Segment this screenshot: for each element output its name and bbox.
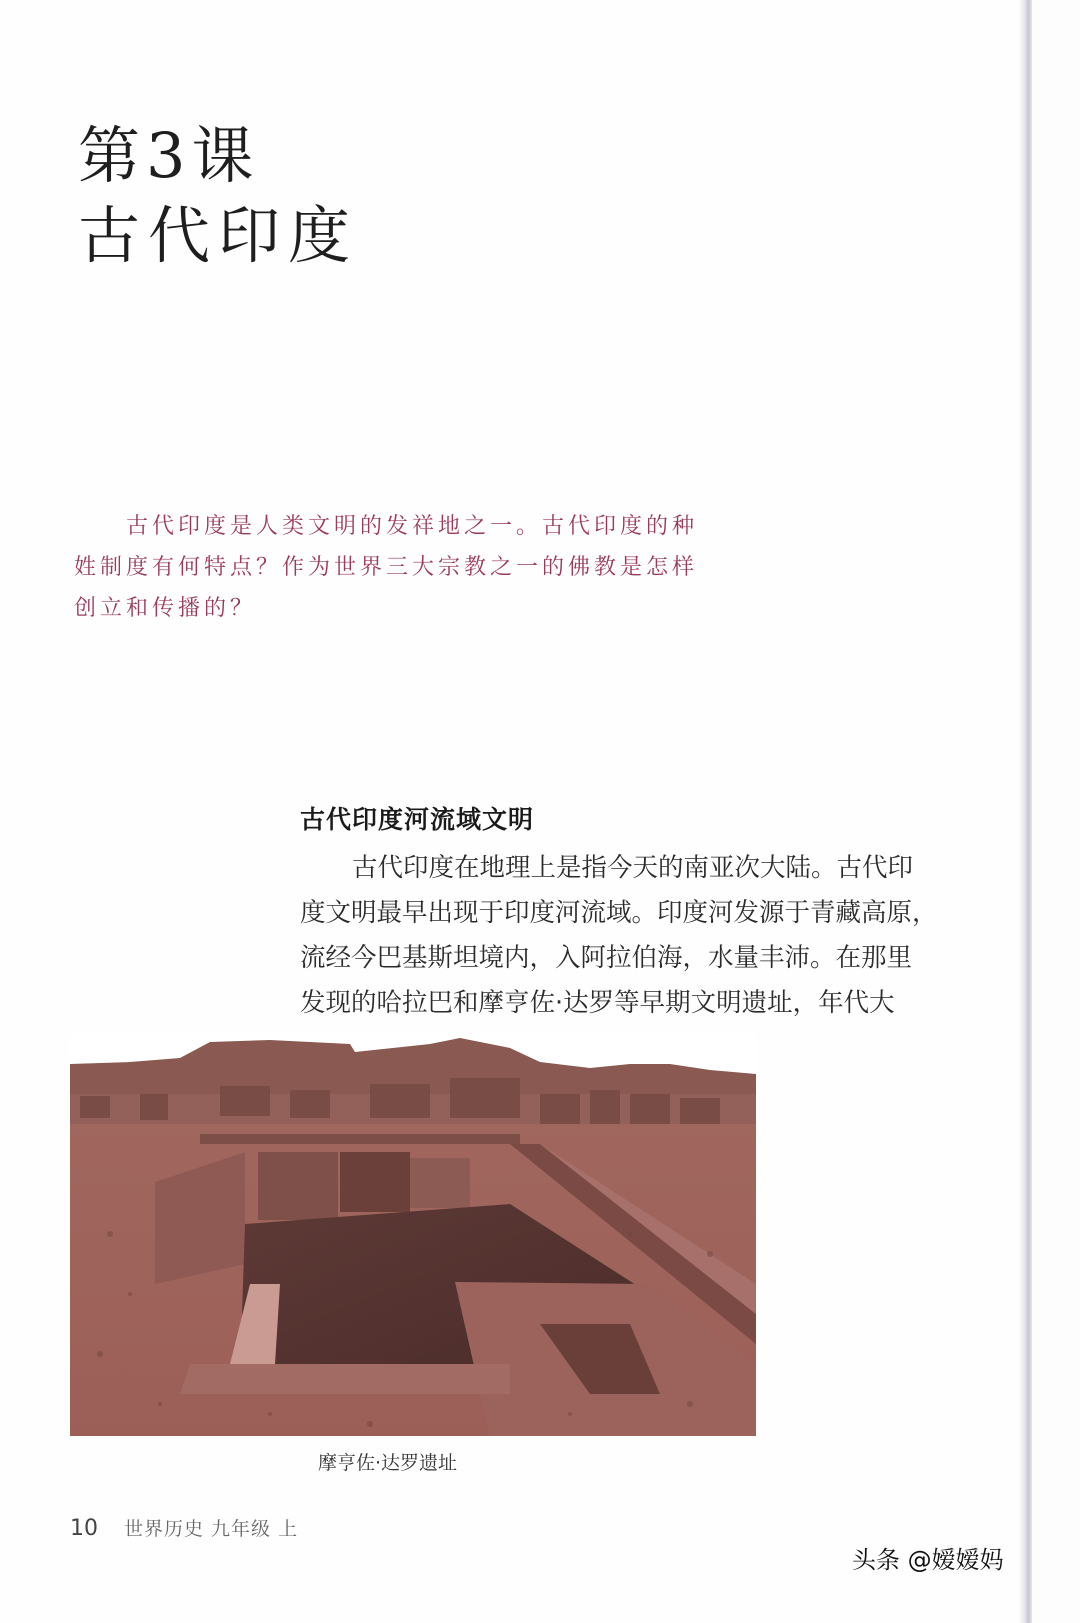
book-title: 世界历史 九年级 上 xyxy=(124,1518,299,1540)
section-body xyxy=(300,846,990,1026)
page-footer xyxy=(70,1514,298,1541)
ruins-photo xyxy=(70,1034,756,1436)
section-heading: 古代印度河流域文明 xyxy=(300,805,535,834)
body-line: 古代印度在地理上是指今天的南亚次大陆。古代印 xyxy=(352,853,914,883)
body-line: 度文明最早出现于印度河流域。印度河发源于青藏高原， xyxy=(300,898,938,928)
lesson-number: 第3课 xyxy=(78,119,260,192)
intro-paragraph: 古代印度是人类文明的发祥地之一。古代印度的种姓制度有何特点？作为世界三大宗教之一的佛教是怎样创立和传播的？ xyxy=(74,514,699,621)
body-line: 发现的哈拉巴和摩亨佐·达罗等早期文明遗址，年代大 xyxy=(300,988,895,1018)
body-line: 流经今巴基斯坦境内，入阿拉伯海，水量丰沛。在那里 xyxy=(300,943,913,973)
page-fold-shadow xyxy=(1018,0,1032,1623)
watermark: 头条 @嫒嫒妈 xyxy=(852,1546,1004,1574)
page-margin-outside xyxy=(1032,0,1080,1623)
lesson-title: 古代印度 xyxy=(78,199,359,272)
page-number: 10 xyxy=(70,1516,98,1541)
photo-caption: 摩亨佐·达罗遗址 xyxy=(318,1452,458,1474)
